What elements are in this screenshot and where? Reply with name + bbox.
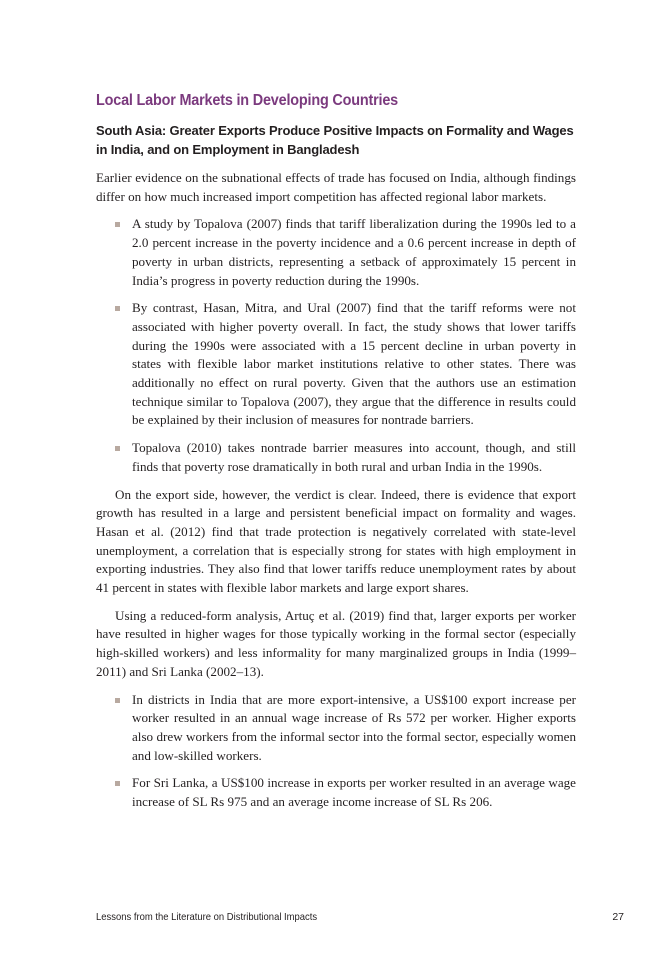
square-bullet-icon	[115, 222, 120, 227]
subsection-title: South Asia: Greater Exports Produce Positive Impacts on Formality and Wages in India, and on Employment in Bangladesh	[96, 123, 574, 157]
list-item	[96, 691, 576, 766]
bullet-list-exports	[96, 691, 576, 812]
reduced-form-paragraph: Using a reduced-form analysis, Artuç et al. (2019) find that, larger exports per worker have resulted in higher wages for those typically working in the formal sector (especially high-skilled workers) and less informality for many marginalized groups in India (1999–2011) and Sri Lanka (2002–13).	[96, 607, 576, 679]
square-bullet-icon	[115, 698, 120, 703]
section-title: Local Labor Markets in Developing Countries	[96, 92, 398, 109]
list-item	[96, 215, 576, 290]
square-bullet-icon	[115, 781, 120, 786]
bullet-list-poverty	[96, 215, 576, 476]
square-bullet-icon	[115, 446, 120, 451]
list-item	[96, 299, 576, 430]
list-item-text: In districts in India that are more export-intensive, a US$100 export increase per worker resulted in an annual wage increase of Rs 572 per worker. Higher exports also drew workers from the informal sector into the formal sector, especially women and low-skilled workers.	[132, 691, 576, 763]
page-content	[96, 92, 576, 821]
page-number: 27	[612, 911, 624, 923]
list-item-text: For Sri Lanka, a US$100 increase in exports per worker resulted in an average wage increase of SL Rs 975 and an average income increase of SL Rs 206.	[132, 775, 576, 810]
list-item	[96, 439, 576, 476]
export-paragraph: On the export side, however, the verdict is clear. Indeed, there is evidence that export growth has resulted in a large and persistent beneficial impact on formality and wages. Hasan et al. (2012) find that trade protection is negatively correlated with state-level unemployment, a correlation that is especially strong for states with high employment in exporting industries. They also find that lower tariffs reduce unemployment rates by about 41 percent in states with flexible labor markets and large export shares.	[96, 486, 576, 596]
intro-paragraph: Earlier evidence on the subnational effects of trade has focused on India, although findings differ on how much increased import competition has affected regional labor markets.	[96, 170, 576, 204]
list-item-text: By contrast, Hasan, Mitra, and Ural (2007) find that the tariff reforms were not associated with higher poverty overall. In fact, the study shows that lower tariffs during the 1990s were associated with a 15 percent decline in urban poverty in states with flexible labor market institutions relative to other states. There was additionally no effect on rural poverty. Given that the authors use an estimation technique similar to Topalova (2007), they argue that the difference in results could be explained by their inclusion of measures for nontrade barriers.	[132, 300, 576, 428]
square-bullet-icon	[115, 306, 120, 311]
footer-title: Lessons from the Literature on Distributional Impacts	[96, 911, 318, 923]
list-item	[96, 774, 576, 811]
list-item-text: Topalova (2010) takes nontrade barrier measures into account, though, and still finds that poverty rose dramatically in both rural and urban India in the 1990s.	[132, 440, 576, 474]
list-item-text: A study by Topalova (2007) finds that tariff liberalization during the 1990s led to a 2.0 percent increase in the poverty incidence and a 0.6 percent increase in depth of poverty in urban districts, representing a setback of approximately 15 percent in India’s progress in poverty reduction during the 1990s.	[132, 216, 576, 288]
